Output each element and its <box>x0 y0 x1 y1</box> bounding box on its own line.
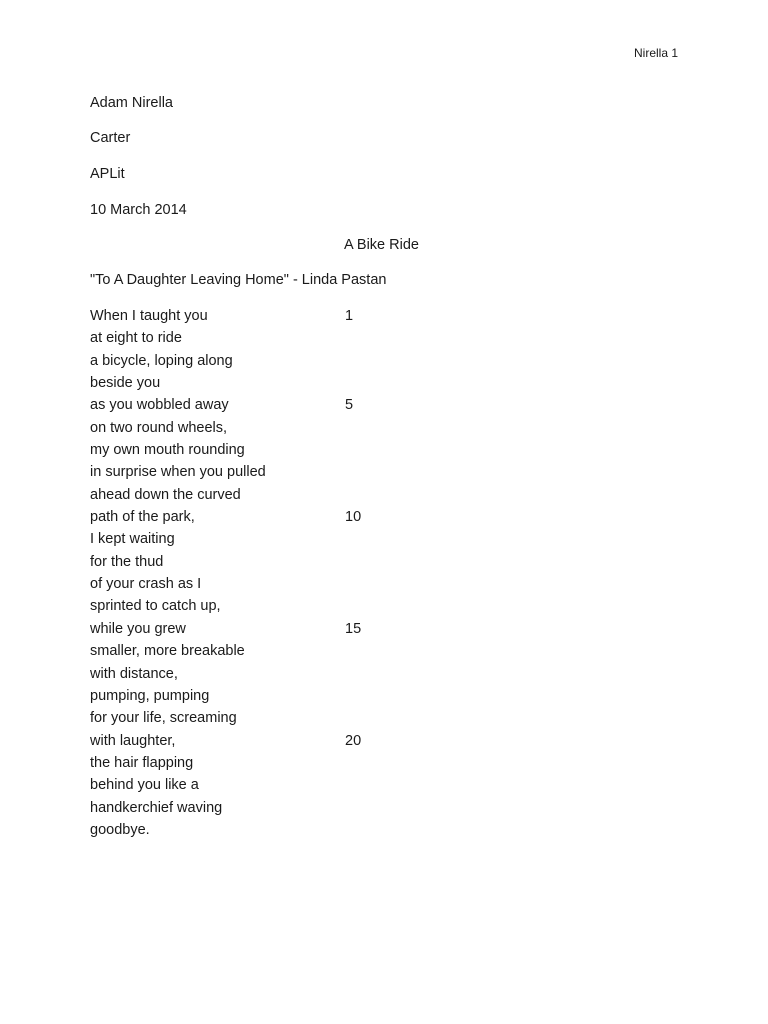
poem-line-text: goodbye. <box>90 821 150 838</box>
poem-line <box>90 597 490 619</box>
line-number: 20 <box>345 732 362 749</box>
poem-line-text: my own mouth rounding <box>90 442 245 459</box>
poem-citation: "To A Daughter Leaving Home" - Linda Pastan <box>90 272 387 288</box>
poem-line <box>90 486 490 508</box>
poem-line <box>90 732 490 754</box>
poem-line-text: I kept waiting <box>90 531 175 548</box>
poem-line <box>90 396 490 418</box>
poem-line-text: ahead down the curved <box>90 486 241 503</box>
poem-line-text: at eight to ride <box>90 330 182 347</box>
poem-line <box>90 463 490 485</box>
poem-line-text: smaller, more breakable <box>90 643 245 660</box>
poem-line-text: pumping, pumping <box>90 687 210 704</box>
poem-line <box>90 687 490 709</box>
line-number: 15 <box>345 620 362 637</box>
author-name: Adam Nirella <box>90 95 173 111</box>
poem-line-text: as you wobbled away <box>90 397 229 414</box>
poem-line-text: sprinted to catch up, <box>90 598 221 615</box>
poem-line <box>90 352 490 374</box>
poem-line-text: behind you like a <box>90 777 199 794</box>
poem-line-text: while you grew <box>90 620 186 637</box>
poem-line <box>90 575 490 597</box>
poem-line-text: for the thud <box>90 553 164 570</box>
poem-line-text: beside you <box>90 375 161 392</box>
poem-line <box>90 553 490 575</box>
poem-line-text: with distance, <box>90 665 178 682</box>
poem-line-text: on two round wheels, <box>90 419 228 436</box>
poem-line-text: handkerchief waving <box>90 799 223 816</box>
poem-line <box>90 530 490 552</box>
poem-line-text: for your life, screaming <box>90 710 237 727</box>
poem-line <box>90 620 490 642</box>
line-number: 1 <box>345 308 354 324</box>
poem-line-text: with laughter, <box>90 732 176 749</box>
poem-line <box>90 799 490 821</box>
poem-line <box>90 709 490 731</box>
poem-line-text: a bicycle, loping along <box>90 352 233 369</box>
poem-line-text: in surprise when you pulled <box>90 464 266 481</box>
poem-line <box>90 776 490 798</box>
poem-line <box>90 665 490 687</box>
poem-line-text: the hair flapping <box>90 754 194 771</box>
teacher-name: Carter <box>90 130 131 146</box>
poem-line <box>90 508 490 530</box>
course-name: APLit <box>90 166 125 182</box>
poem-line <box>90 642 490 664</box>
poem-line <box>90 821 490 843</box>
poem-line-text: of your crash as I <box>90 576 202 593</box>
poem-line <box>90 329 490 351</box>
poem-line <box>90 754 490 776</box>
line-number: 5 <box>345 397 354 414</box>
poem-line <box>90 307 490 329</box>
poem-block <box>90 307 490 843</box>
poem-line <box>90 419 490 441</box>
poem-line-text: When I taught you <box>90 308 208 324</box>
date: 10 March 2014 <box>90 202 187 218</box>
page-header: Nirella 1 <box>633 46 678 60</box>
poem-line <box>90 441 490 463</box>
essay-title: A Bike Ride <box>344 237 419 253</box>
poem-line-text: path of the park, <box>90 509 195 526</box>
poem-line <box>90 374 490 396</box>
line-number: 10 <box>345 509 362 526</box>
